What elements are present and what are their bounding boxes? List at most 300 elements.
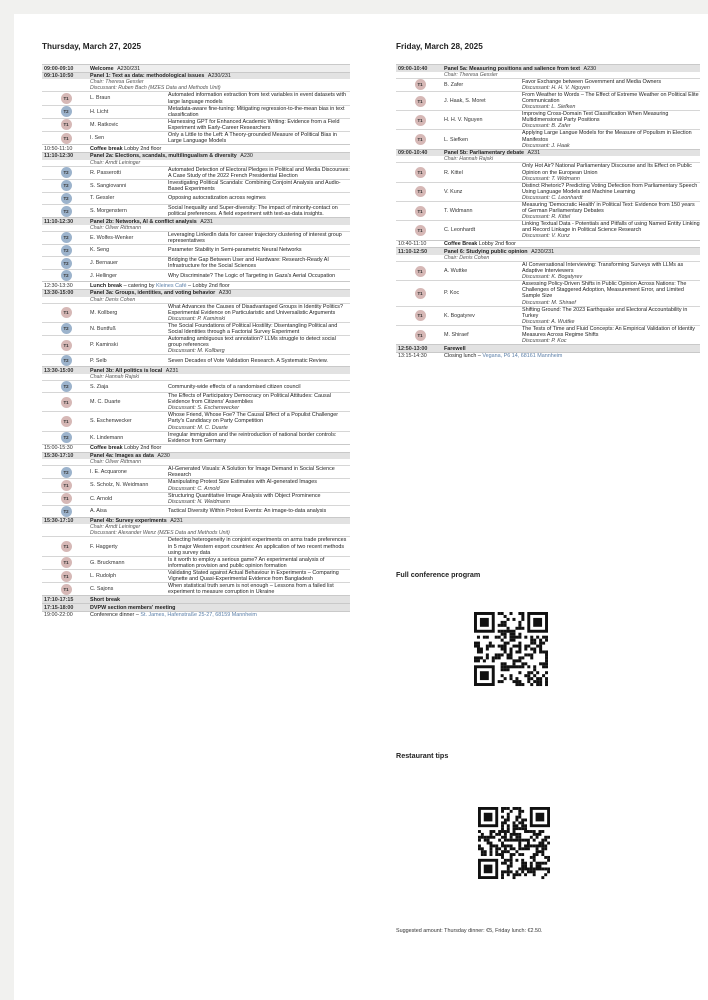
track-badge-wrap: [42, 167, 90, 178]
talk-title: Parameter Stability in Semi-parametric Neural Networks: [168, 247, 302, 254]
session-info: [90, 367, 350, 374]
talk-authors: N. Buntfuß: [90, 325, 116, 332]
room-label: A231: [165, 367, 179, 374]
talk-title-block: [168, 432, 350, 444]
talk-title-block: [168, 557, 350, 569]
track-badge-wrap: [42, 493, 90, 504]
schedule-row: [396, 352, 700, 360]
track-badge-wrap: [42, 258, 90, 269]
talk-title: Whose Friend, Whose Foe? The Causal Effect of a Populist Challenger Party's Candidacy on Party Competition: [168, 412, 338, 425]
talk-discussant: Discussant: P. Koc: [522, 338, 567, 345]
track-badge: T2: [61, 270, 72, 281]
track-badge: T1: [415, 79, 426, 90]
track-badge-wrap: [42, 270, 90, 281]
room-label: A230: [218, 290, 232, 297]
session-time: 17:15-18:00: [44, 604, 74, 611]
talk-authors: J. Hellinger: [90, 272, 117, 279]
talk-discussant: Discussant: M. Shiraef: [522, 299, 576, 306]
talk-title: Applying Large Langue Models for the Measure of Populism in Election Manifestos: [522, 130, 692, 143]
track-badge: T1: [61, 119, 72, 130]
talk-title: Assessing Policy-Driven Shifts in Public Opinion Across Nations: The Challenges of Staggered Adoption, Measurement Error, and Limited Sample Size: [522, 281, 687, 300]
session-time: 11:10-12:30: [44, 153, 74, 160]
talk-title-block: [168, 508, 350, 514]
talk-row: [42, 536, 350, 555]
track-badge-wrap: [42, 571, 90, 582]
session-time: 19:00-22:00: [44, 612, 73, 619]
talk-row: [396, 91, 700, 110]
talk-authors: C. Sajons: [90, 586, 114, 593]
track-badge: T2: [61, 167, 72, 178]
talk-title: From Weather to Words – The Effect of Extreme Weather on Political Elite Communication: [522, 91, 699, 104]
session-title: Panel 6: Studying public opinion: [444, 248, 528, 255]
talk-authors: T. Gessler: [90, 195, 115, 202]
talk-discussant: Discussant: T. Widmann: [522, 175, 580, 182]
session-info: [90, 290, 350, 297]
talk-authors: A. Aisa: [90, 508, 107, 515]
talk-row: [42, 105, 350, 118]
talk-row: [396, 129, 700, 148]
session-title: Panel 5b: Parliamentary debate: [444, 150, 524, 157]
session-title: Panel 1: Text as data: methodological issues: [90, 73, 205, 80]
suggested-amount: Suggested amount: Thursday dinner: €5, Friday lunch: €2.50.: [396, 928, 543, 934]
session-header: [396, 64, 700, 72]
talk-authors: E. Wolfes-Wenker: [90, 234, 134, 241]
track-badge: T1: [415, 288, 426, 299]
talk-title-block: [522, 79, 700, 91]
talk-title-block: [522, 130, 700, 148]
schedule-row: [42, 444, 350, 452]
session-header: [396, 247, 700, 255]
session-note: Conference dinner –: [90, 612, 139, 619]
session-time: 10:40-11:10: [398, 241, 427, 248]
talk-title: Distinct Rhetoric? Predicting Voting Defection from Parliamentary Speech Using Language Models and Machine Learning: [522, 182, 698, 195]
track-badge: T1: [61, 480, 72, 491]
talk-title-block: [168, 358, 350, 364]
session-info: [90, 218, 350, 225]
talk-row: [42, 478, 350, 491]
talk-authors: R. Kittel: [444, 169, 463, 176]
track-badge: T1: [61, 557, 72, 568]
talk-title-block: [522, 262, 700, 280]
talk-authors: G. Bruckmann: [90, 559, 125, 566]
session-title: DVPW section members' meeting: [90, 604, 176, 611]
talk-title-block: [168, 106, 350, 118]
session-info: [90, 282, 350, 289]
talk-row: [42, 192, 350, 204]
talk-row: [396, 220, 700, 239]
track-badge: T1: [415, 167, 426, 178]
session-info: [90, 612, 350, 619]
session-info: [90, 145, 350, 152]
session-note: – catering by: [123, 282, 155, 289]
talk-title: Opposing autocratization across regimes: [168, 195, 266, 202]
track-badge-wrap: [396, 186, 444, 197]
session-chair: Chair: Arndt Leininger: [90, 159, 141, 166]
schedule-row: [396, 240, 700, 248]
talk-authors: S. Ziaja: [90, 383, 109, 390]
talk-row: [42, 269, 350, 281]
room-label: A230: [583, 65, 597, 72]
session-time: 12:50-13:00: [398, 345, 428, 352]
track-badge-wrap: [396, 115, 444, 126]
talk-discussant: Discussant: P. Kaminski: [168, 315, 226, 322]
session-header: [396, 344, 700, 352]
talk-title: Community-wide effects of a randomised citizen council: [168, 383, 301, 390]
talk-title-block: [168, 205, 350, 217]
talk-row: [42, 582, 350, 595]
talk-title-block: [168, 583, 350, 595]
session-info: [444, 65, 700, 72]
track-badge: T1: [415, 266, 426, 277]
session-title: Welcome: [90, 65, 114, 72]
talk-row: [42, 431, 350, 444]
session-chair: Chair: Denis Cohen: [444, 254, 490, 261]
room-label: A231: [200, 218, 213, 225]
track-badge: T1: [61, 340, 72, 351]
talk-title: Detecting heterogeneity in conjoint experiments on arms trade preferences in 5 major Western export countries: An application of two recent methods using survey data: [168, 537, 347, 556]
session-time: 09:10-10:50: [44, 73, 74, 80]
session-chair: Chair: Denis Cohen: [90, 296, 136, 303]
room-label: A231: [170, 518, 183, 525]
talk-authors: B. Zafer: [444, 81, 464, 88]
track-badge: T2: [61, 232, 72, 243]
track-badge: T2: [61, 506, 72, 517]
room-label: A230: [240, 153, 253, 160]
talk-title-block: [522, 111, 700, 129]
session-title: Panel 3a: Groups, identities, and voting behavior: [90, 290, 216, 297]
track-badge-wrap: [42, 206, 90, 217]
talk-title-block: [168, 132, 350, 144]
track-badge: T1: [61, 307, 72, 318]
session-info: [444, 241, 700, 248]
thursday-title: Thursday, March 27, 2025: [42, 42, 142, 51]
track-badge: T2: [61, 381, 72, 392]
talk-row: [42, 303, 350, 322]
session-title: Panel 4b: Survey experiments: [90, 518, 167, 525]
session-header: [42, 152, 350, 160]
session-chair: Chair: Hannah Rajski: [90, 374, 140, 381]
talk-title-block: [522, 183, 700, 201]
talk-title-block: [168, 167, 350, 179]
session-time: 17:10-17:15: [44, 596, 74, 603]
track-badge: T2: [61, 193, 72, 204]
talk-title: AI-Generated Visuals: A Solution for Image Demand in Social Science Research: [168, 466, 335, 479]
session-title: Coffee break: [90, 145, 123, 152]
talk-title: Shifting Ground: The 2023 Earthquake and Electoral Accountability in Turkey: [522, 306, 688, 319]
session-info: [90, 73, 350, 80]
full-program-heading: Full conference program: [396, 570, 481, 579]
track-badge: T2: [61, 323, 72, 334]
session-time: 11:10-12:30: [44, 218, 74, 225]
talk-discussant: Discussant: M. Kollberg: [168, 348, 225, 355]
track-badge-wrap: [396, 310, 444, 321]
session-info: [444, 248, 700, 255]
talk-title-block: [168, 92, 350, 104]
talk-title: The Social Foundations of Political Hostility: Disentangling Political and Social Identities through a Factorial Survey Experiment: [168, 322, 338, 335]
session-info: [90, 453, 350, 460]
track-badge-wrap: [396, 330, 444, 341]
track-badge-wrap: [42, 480, 90, 491]
talk-row: [42, 556, 350, 569]
talk-title: Improving Cross-Domain Text Classification When Measuring Multidimensional Party Positions: [522, 111, 669, 124]
talk-authors: M. Kollberg: [90, 309, 118, 316]
talk-row: [42, 569, 350, 582]
track-badge-wrap: [42, 93, 90, 104]
venue-link[interactable]: Vegana, P6 14, 68161 Mannheim: [482, 353, 563, 360]
talk-authors: P. Kaminski: [90, 342, 118, 349]
talk-authors: A. Wuttke: [444, 268, 468, 275]
talk-authors: S. Sangiovanni: [90, 182, 127, 189]
talk-discussant: Discussant: V. Kunz: [522, 233, 570, 240]
session-discussant: Discussant: Ruben Bach (MZES Data and Methods Unit): [90, 85, 221, 92]
talk-title-block: [168, 273, 350, 279]
room-label: A230/231: [531, 248, 555, 255]
track-badge: T1: [61, 93, 72, 104]
track-badge: T1: [61, 584, 72, 595]
talk-title: Investigating Political Scandals: Combining Conjoint Analysis and Audio-Based Experiments: [168, 179, 341, 192]
track-badge: T2: [61, 467, 72, 478]
track-badge-wrap: [42, 381, 90, 392]
session-time: 10:50-11:10: [44, 145, 73, 152]
track-badge-wrap: [42, 584, 90, 595]
track-badge: T1: [415, 225, 426, 236]
talk-title: When statistical truth serum is not enough – Lessons from a failed list experiment to measure corruption in Ukraine: [168, 583, 334, 596]
session-time: 09:00-10:40: [398, 65, 428, 72]
talk-row: [42, 91, 350, 104]
talk-authors: C. Leonhardt: [444, 227, 476, 234]
thursday-schedule: [42, 64, 350, 618]
talk-title: Harnessing GPT for Enhanced Academic Writing: Evidence from a Field Experiment with Early-Career Researchers: [168, 118, 340, 131]
talk-row: [396, 306, 700, 325]
talk-row: [396, 201, 700, 220]
track-badge: T1: [415, 96, 426, 107]
talk-authors: H. H. V. Nguyen: [444, 117, 483, 124]
track-badge-wrap: [42, 323, 90, 334]
track-badge: T1: [61, 397, 72, 408]
session-time: 15:30-17:10: [44, 453, 74, 460]
track-badge: T2: [61, 106, 72, 117]
talk-title-block: [168, 195, 350, 201]
session-time: 09:00-09:10: [44, 65, 74, 72]
track-badge: T1: [415, 310, 426, 321]
venue-link[interactable]: Kleines Café: [155, 282, 187, 289]
talk-row: [42, 505, 350, 517]
talk-title-block: [522, 307, 700, 325]
talk-title-block: [168, 393, 350, 411]
session-header: [42, 517, 350, 525]
talk-row: [42, 335, 350, 354]
talk-discussant: Discussant: C. Arnold: [168, 485, 220, 492]
talk-authors: M. C. Duarte: [90, 399, 121, 406]
talk-discussant: Discussant: A. Wuttke: [522, 318, 575, 325]
track-badge: T1: [415, 330, 426, 341]
talk-row: [42, 179, 350, 192]
track-badge: T1: [61, 571, 72, 582]
talk-authors: F. Haggerty: [90, 543, 118, 550]
session-time: 11:10-12:50: [398, 248, 428, 255]
session-chair: Chair: Hannah Rajski: [444, 156, 494, 163]
talk-title-block: [522, 281, 700, 305]
talk-row: [42, 131, 350, 144]
session-title: Lunch break: [90, 282, 123, 289]
talk-authors: P. Koc: [444, 290, 460, 297]
program-sheet: [14, 14, 708, 1000]
room-label: A230/231: [117, 65, 141, 72]
talk-title-block: [168, 323, 350, 335]
track-badge-wrap: [396, 288, 444, 299]
talk-discussant: Discussant: R. Kittel: [522, 214, 571, 221]
talk-title: The Tests of Time and Fluid Concepts: An Empirical Validation of Identity Measures Across Regime Shifts: [522, 325, 695, 338]
track-badge: T2: [61, 432, 72, 443]
talk-authors: M. Ratkovic: [90, 121, 119, 128]
session-note: Closing lunch –: [444, 353, 481, 360]
track-badge-wrap: [396, 225, 444, 236]
track-badge: T2: [61, 258, 72, 269]
track-badge-wrap: [42, 119, 90, 130]
track-badge-wrap: [396, 167, 444, 178]
talk-title: AI Conversational Interviewing: Transforming Surveys with LLMs as Adaptive Interviewers: [522, 261, 684, 275]
track-badge-wrap: [42, 506, 90, 517]
session-header: [396, 149, 700, 157]
session-time: 12:30-13:30: [44, 282, 73, 289]
session-info: [90, 65, 350, 72]
talk-title-block: [168, 384, 350, 390]
session-info: [90, 445, 350, 452]
talk-title: Measuring 'Democratic Health' in Political Text: Evidence from 150 years of German Parliamentary Debates: [522, 202, 695, 215]
room-label: A230: [157, 453, 170, 460]
talk-authors: K. Bogatyrev: [444, 312, 475, 319]
talk-authors: S. Scholz, N. Weidmann: [90, 482, 149, 489]
track-badge-wrap: [42, 180, 90, 191]
talk-row: [396, 325, 700, 344]
talk-title: What Advances the Causes of Disadvantaged Groups in Identity Politics? Experimental Evidence on Particularistic and Universalistic Arguments: [168, 303, 343, 316]
talk-title: Validating Stated against Actual Behaviour in Experiments – Comparing Vignette and Quasi-Experimental Evidence from Bangladesh: [168, 569, 339, 583]
talk-title: Social Inequality and Super-diversity: The impact of minority-contact on political preferences. A field experiment with text-as-data insights.: [168, 204, 338, 218]
talk-authors: H. Licht: [90, 108, 109, 115]
talk-authors: P. Selb: [90, 357, 107, 364]
session-header: [42, 289, 350, 297]
session-chair: Chair: Arndt Leininger: [90, 524, 141, 531]
talk-row: [396, 162, 700, 181]
talk-discussant: Discussant: N. Weidmann: [168, 498, 230, 505]
session-title: Panel 5a: Measuring positions and salience from text: [444, 65, 581, 72]
session-info: [90, 153, 350, 160]
talk-title-block: [168, 537, 350, 555]
talk-title: Seven Decades of Vote Validation Research. A Systematic Review.: [168, 357, 328, 364]
session-header: [42, 595, 350, 603]
talk-title-block: [168, 412, 350, 430]
talk-row: [42, 465, 350, 478]
session-header: [42, 64, 350, 72]
talk-discussant: Discussant: K. Bogatyrev: [522, 274, 583, 281]
session-title: Panel 2b: Networks, AI & conflict analysis: [90, 218, 197, 225]
talk-row: [396, 110, 700, 129]
talk-title: Tactical Diversity Within Protest Events: An image-to-data analysis: [168, 508, 327, 515]
session-note: – Lobby 2nd floor: [188, 282, 230, 289]
talk-row: [42, 166, 350, 179]
track-badge: T1: [61, 416, 72, 427]
session-note: Lobby 2nd floor: [478, 241, 516, 248]
session-title: Coffee Break: [444, 241, 478, 248]
talk-row: [396, 280, 700, 305]
track-badge: T1: [415, 186, 426, 197]
talk-discussant: Discussant: H. H. V. Nguyen: [522, 84, 590, 91]
talk-title: Manipulating Protest Size Estimates with AI-generated Images: [168, 479, 317, 486]
talk-title-block: [168, 336, 350, 354]
venue-link[interactable]: St. James, Hafenstraße 25-27, 68159 Mannheim: [140, 612, 257, 619]
track-badge: T2: [61, 180, 72, 191]
track-badge-wrap: [42, 541, 90, 552]
qr-code-icon[interactable]: [478, 790, 550, 900]
session-chair: Chair: Theresa Gessler: [90, 79, 144, 86]
talk-authors: T. Widmann: [444, 208, 473, 215]
session-title: Farewell: [444, 345, 466, 352]
talk-row: [42, 244, 350, 256]
session-time: 13:30-15:00: [44, 290, 74, 297]
session-note: Lobby 2nd floor: [124, 145, 162, 152]
session-info: [444, 150, 700, 157]
talk-title-block: [168, 232, 350, 244]
talk-title: Structuring Quantitative Image Analysis with Object Prominence: [168, 492, 321, 499]
track-badge: T2: [61, 206, 72, 217]
talk-title-block: [168, 570, 350, 582]
talk-authors: K. Lindemann: [90, 434, 124, 441]
talk-title-block: [522, 92, 700, 110]
session-title: Panel 3b: All politics is local: [90, 367, 163, 374]
session-time: 09:00-10:40: [398, 150, 428, 157]
restaurant-tips-heading: Restaurant tips: [396, 751, 449, 760]
track-badge: T2: [61, 245, 72, 256]
schedule-row: [42, 611, 350, 619]
talk-title: Irregular immigration and the reintroduction of national border controls: Evidence from Germany: [168, 431, 337, 444]
session-header: [42, 603, 350, 611]
track-badge-wrap: [42, 416, 90, 427]
talk-title-block: [168, 493, 350, 505]
talk-title-block: [168, 479, 350, 491]
session-time: 13:15-14:30: [398, 353, 427, 360]
session-chair: Chair: Oliver Rittmann: [90, 459, 142, 466]
talk-title-block: [522, 221, 700, 239]
talk-discussant: Discussant: M. C. Duarte: [168, 424, 228, 431]
session-info: [90, 596, 350, 603]
friday-title: Friday, March 28, 2025: [396, 42, 483, 51]
track-badge: T1: [61, 493, 72, 504]
talk-row: [42, 354, 350, 366]
track-badge-wrap: [42, 432, 90, 443]
track-badge-wrap: [42, 193, 90, 204]
talk-discussant: Discussant: C. Leonhardt: [522, 194, 583, 201]
talk-title: Automated information extraction from text variables in event datasets with large language models: [168, 92, 346, 105]
track-badge-wrap: [396, 266, 444, 277]
talk-row: [42, 492, 350, 505]
talk-title-block: [168, 180, 350, 192]
talk-authors: J. Haak, S. Moret: [444, 97, 486, 104]
track-badge-wrap: [396, 79, 444, 90]
talk-authors: S. Morgenstern: [90, 207, 127, 214]
qr-code-icon[interactable]: [474, 602, 548, 700]
talk-title: Only Hot Air? National Parliamentary Discourse and Its Effect on Public Opinion on the European Union: [522, 163, 692, 176]
talk-authors: L. Braun: [90, 95, 111, 102]
track-badge-wrap: [42, 106, 90, 117]
talk-discussant: Discussant: J. Haak: [522, 142, 570, 149]
talk-row: [396, 78, 700, 91]
session-header: [42, 72, 350, 80]
talk-title: Automated Detection of Electoral Pledges in Political and Media Discourses: A Case Study of the 2022 French Presidential Election: [168, 166, 350, 179]
track-badge-wrap: [42, 307, 90, 318]
track-badge-wrap: [42, 245, 90, 256]
talk-authors: C. Arnold: [90, 495, 113, 502]
talk-row: [42, 204, 350, 217]
